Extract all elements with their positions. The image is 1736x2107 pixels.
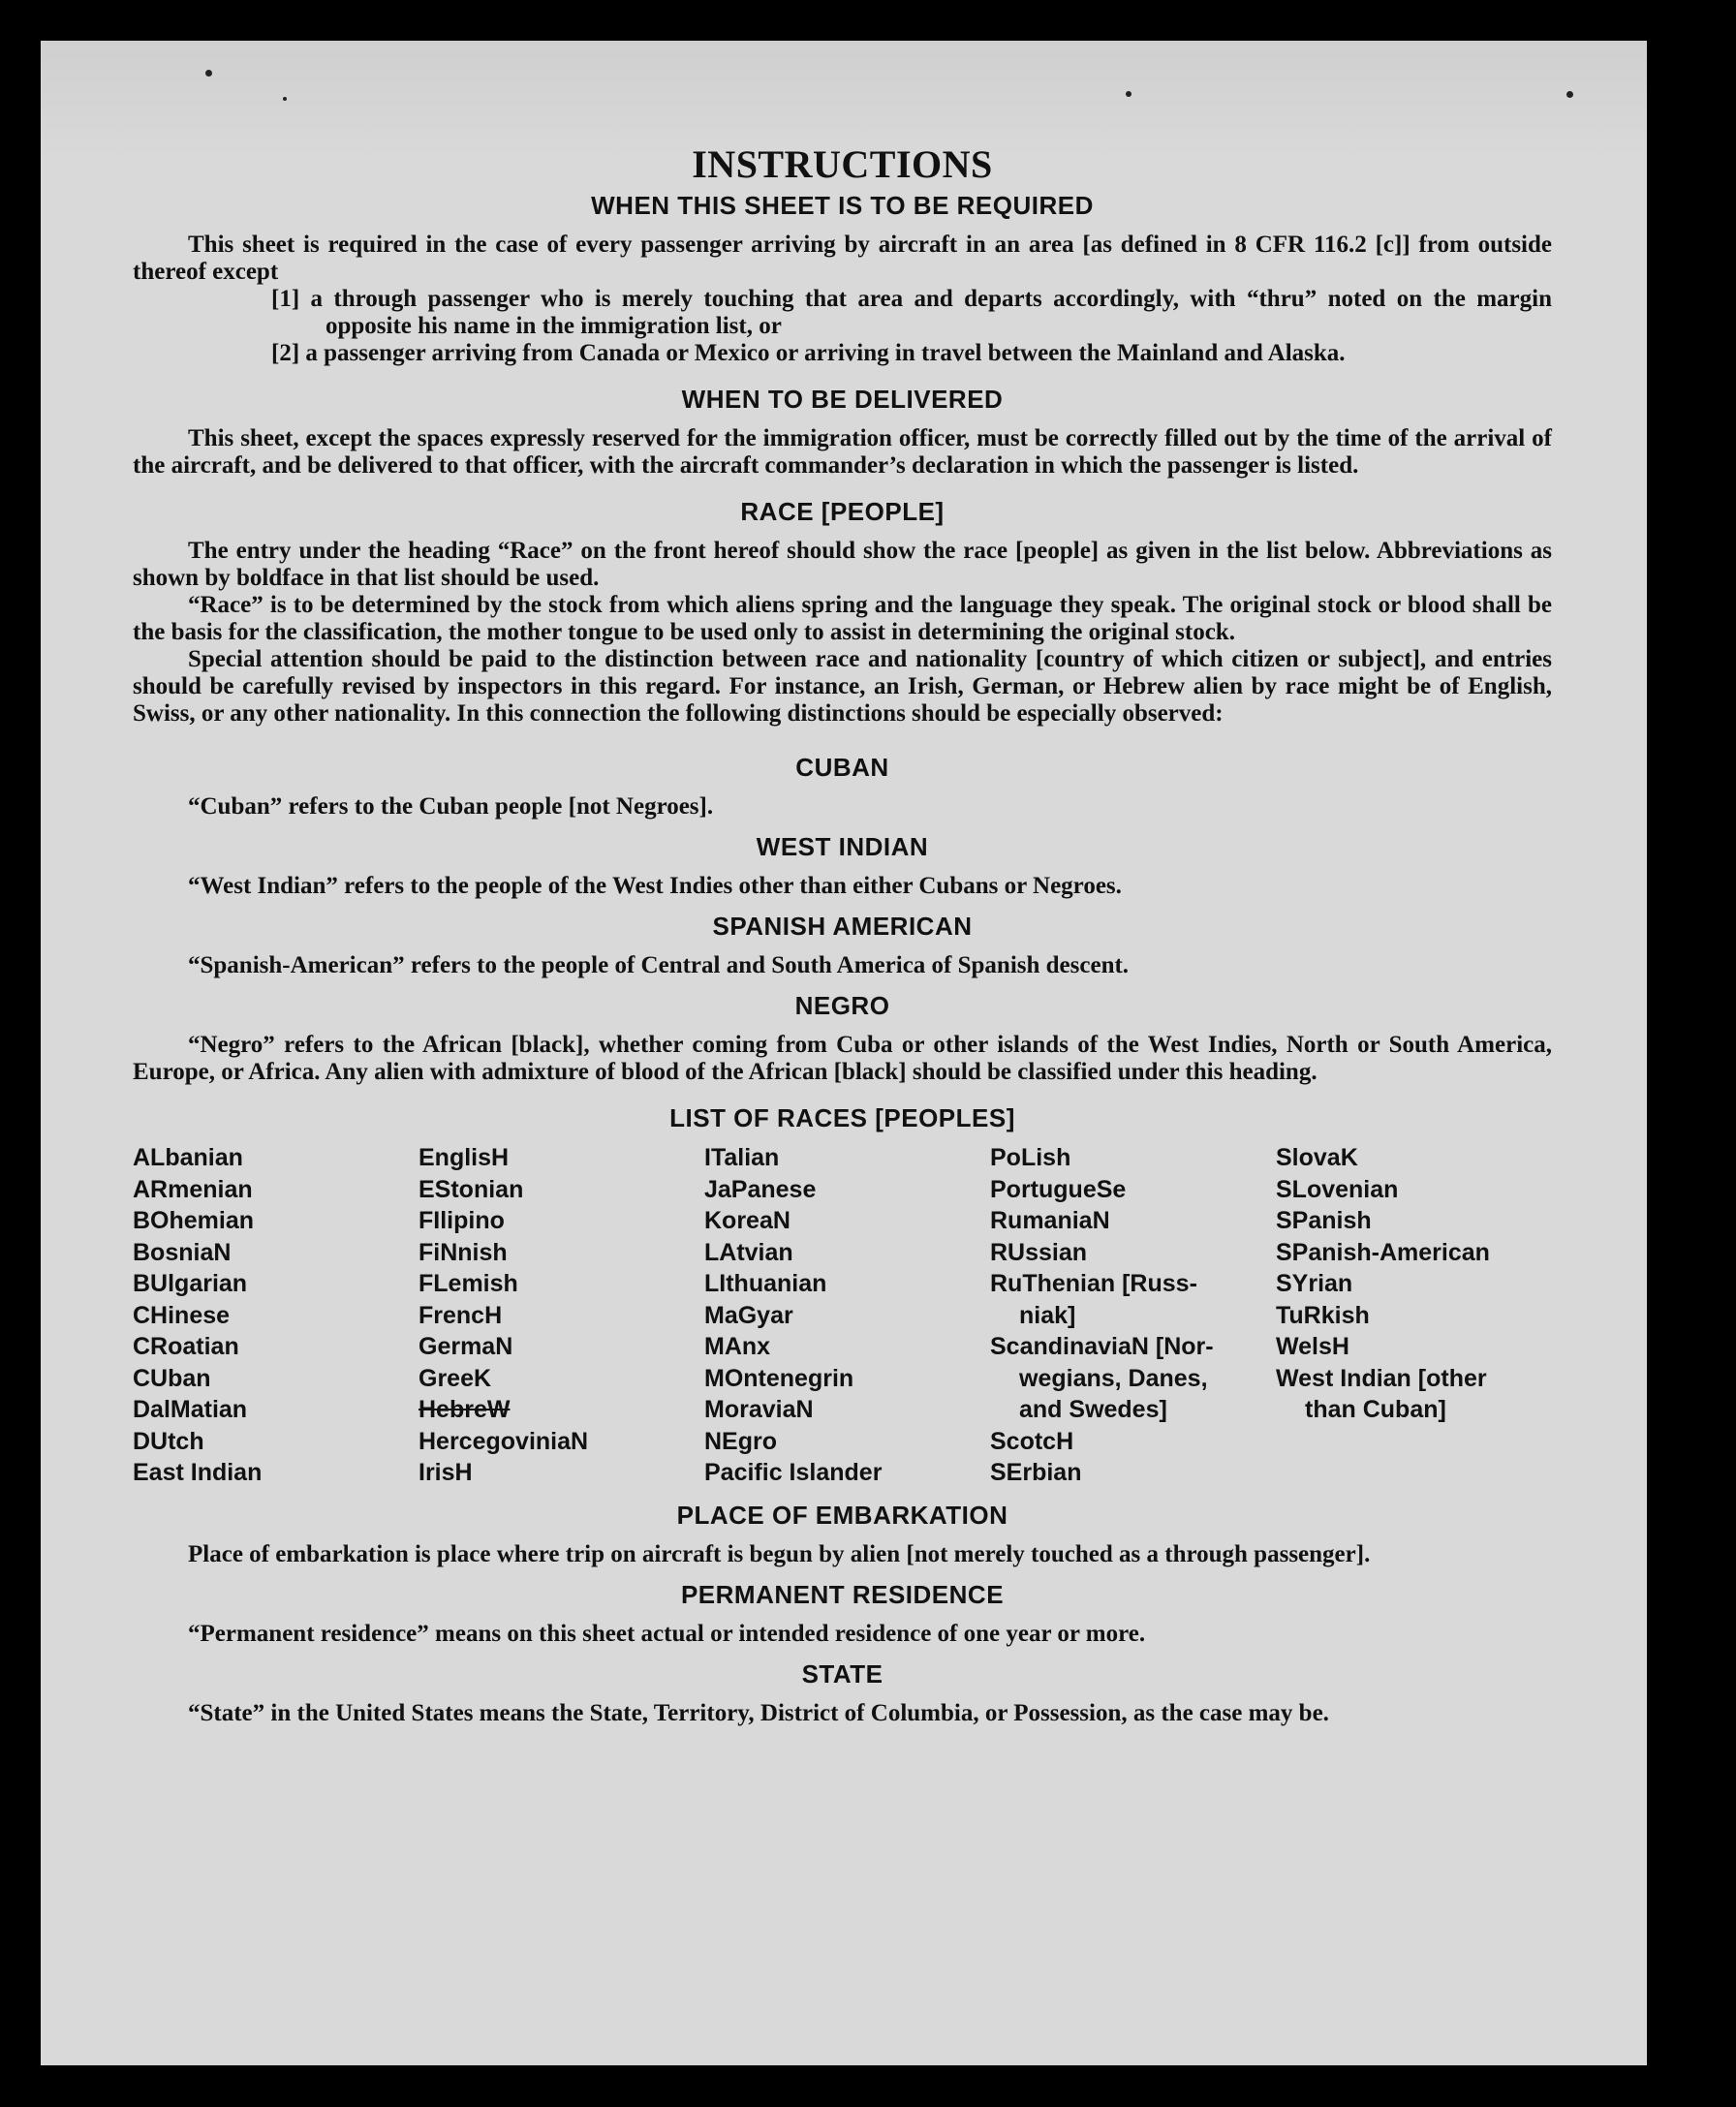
- race-item: RuThenian [Russ-: [990, 1270, 1197, 1297]
- race-item: IrisH: [418, 1459, 473, 1486]
- race-item: DUtch: [133, 1427, 204, 1455]
- ink-speck: [283, 97, 287, 101]
- race-item: SLovenian: [1276, 1175, 1399, 1203]
- race-item: LAtvian: [704, 1238, 793, 1266]
- race-item: CHinese: [133, 1301, 231, 1329]
- race-item-struck: HebreW: [418, 1396, 511, 1423]
- cuban-text: “Cuban” refers to the Cuban people [not Negroes].: [188, 793, 714, 820]
- when-required-item-1: [1] a through passenger who is merely touching that area and departs accordingly, with “thru” noted on the margin opposite his name in the immigration list, or: [271, 286, 1552, 339]
- race-item: SlovaK: [1276, 1144, 1358, 1171]
- race-item: DalMatian: [133, 1396, 248, 1423]
- race-item: BUlgarian: [133, 1270, 248, 1297]
- race-item: KoreaN: [704, 1207, 790, 1234]
- page-title: INSTRUCTIONS: [692, 142, 993, 186]
- heading-list-of-races: LIST OF RACES [PEOPLES]: [669, 1103, 1015, 1132]
- race-column: [418, 1142, 695, 1489]
- race-item: CRoatian: [133, 1333, 239, 1360]
- race-column: [1276, 1142, 1552, 1489]
- heading-negro: NEGRO: [794, 991, 890, 1020]
- race-item: HercegoviniaN: [418, 1427, 589, 1455]
- embarkation-text: Place of embarkation is place where trip on aircraft is begun by alien [not merely touched as a through passenger].: [188, 1540, 1371, 1567]
- race-item-continuation: wegians, Danes,: [1019, 1364, 1208, 1392]
- race-paragraph: “Race” is to be determined by the stock from which aliens spring and the language they speak. The original stock or blood shall be the basis for the classification, the mother tongue to be used only to assist in determining the original stock.: [133, 592, 1552, 645]
- race-item: MOntenegrin: [704, 1364, 854, 1392]
- race-item: CUban: [133, 1364, 211, 1392]
- race-item: LIthuanian: [704, 1270, 827, 1297]
- heading-when-required: WHEN THIS SHEET IS TO BE REQUIRED: [591, 191, 1094, 220]
- race-column: [704, 1142, 980, 1489]
- race-column: [133, 1142, 409, 1489]
- race-item: GermaN: [418, 1333, 513, 1360]
- race-item: FrencH: [418, 1301, 503, 1329]
- document-page: [41, 41, 1647, 2065]
- race-item: East Indian: [133, 1459, 263, 1486]
- race-item: EStonian: [418, 1175, 524, 1203]
- heading-race: RACE [PEOPLE]: [740, 497, 945, 526]
- west-indian-text: “West Indian” refers to the people of the West Indies other than either Cubans or Negroes.: [188, 873, 1122, 899]
- race-paragraph: Special attention should be paid to the distinction between race and nationality [country of which citizen or subject], and entries should be carefully revised by inspectors in this regard. For instance, an Irish, German, or Hebrew alien by race might be of English, Swiss, or any other nationality. In this connection the following distinctions should be especially observed:: [133, 646, 1552, 727]
- permanent-residence-text: “Permanent residence” means on this sheet actual or intended residence of one year or more.: [188, 1620, 1146, 1647]
- ink-speck: [1566, 91, 1573, 98]
- race-item: JaPanese: [704, 1175, 817, 1203]
- race-item: SErbian: [990, 1459, 1082, 1486]
- race-item: MoraviaN: [704, 1396, 814, 1423]
- race-item: PoLish: [990, 1144, 1071, 1171]
- heading-when-delivered: WHEN TO BE DELIVERED: [681, 385, 1004, 414]
- race-item: ScotcH: [990, 1427, 1074, 1455]
- state-text: “State” in the United States means the State, Territory, District of Columbia, or Possession, as the case may be.: [188, 1699, 1329, 1726]
- heading-permanent-residence: PERMANENT RESIDENCE: [680, 1579, 1005, 1609]
- race-item: SPanish-American: [1276, 1238, 1490, 1266]
- race-item: GreeK: [418, 1364, 492, 1392]
- heading-cuban: CUBAN: [795, 753, 889, 782]
- heading-embarkation: PLACE OF EMBARKATION: [676, 1500, 1008, 1530]
- race-item: EnglisH: [418, 1144, 510, 1171]
- when-required-item-2: [2] a passenger arriving from Canada or Mexico or arriving in travel between the Mainland and Alaska.: [271, 340, 1346, 366]
- race-list: [133, 1142, 1552, 1489]
- race-item: ARmenian: [133, 1175, 253, 1203]
- race-item: WelsH: [1276, 1333, 1349, 1360]
- race-item: RumaniaN: [990, 1207, 1110, 1234]
- negro-text: “Negro” refers to the African [black], whether coming from Cuba or other islands of the West Indies, North or South America, Europe, or Africa. Any alien with admixture of blood of the African [black] should be classified under this heading.: [133, 1032, 1552, 1085]
- race-item: SYrian: [1276, 1270, 1353, 1297]
- page-shading: [41, 41, 1647, 157]
- race-item: BosniaN: [133, 1238, 232, 1266]
- race-item: MAnx: [704, 1333, 771, 1360]
- heading-state: STATE: [801, 1658, 884, 1689]
- race-item: MaGyar: [704, 1301, 793, 1329]
- race-item: ITalian: [704, 1144, 780, 1171]
- ink-speck: [205, 70, 212, 77]
- heading-west-indian: WEST INDIAN: [756, 832, 929, 861]
- document-body: [133, 142, 1552, 1727]
- race-item: ALbanian: [133, 1144, 243, 1171]
- race-column: [990, 1142, 1266, 1489]
- race-item-continuation: and Swedes]: [1019, 1396, 1167, 1423]
- heading-spanish-american: SPANISH AMERICAN: [712, 912, 973, 941]
- race-item: RUssian: [990, 1238, 1088, 1266]
- race-item: PortugueSe: [990, 1175, 1127, 1203]
- ink-speck: [1126, 91, 1132, 97]
- race-item: FLemish: [418, 1270, 518, 1297]
- race-item: West Indian [other: [1276, 1364, 1487, 1392]
- race-item: SPanish: [1276, 1207, 1372, 1234]
- race-item: BOhemian: [133, 1207, 255, 1234]
- race-item-continuation: than Cuban]: [1305, 1396, 1446, 1423]
- race-item: FiNnish: [418, 1238, 508, 1266]
- race-item-continuation: niak]: [1019, 1301, 1076, 1329]
- race-item: NEgro: [704, 1427, 777, 1455]
- race-paragraph: The entry under the heading “Race” on the front hereof should show the race [people] as given in the list below. Abbreviations as shown by boldface in that list should be used.: [133, 538, 1552, 591]
- when-required-intro: This sheet is required in the case of every passenger arriving by aircraft in an area [as defined in 8 CFR 116.2 [c]] from outside thereof except: [133, 232, 1552, 285]
- spanish-american-text: “Spanish-American” refers to the people of Central and South America of Spanish descent.: [188, 952, 1130, 978]
- when-delivered-text: This sheet, except the spaces expressly reserved for the immigration officer, must be correctly filled out by the time of the arrival of the aircraft, and be delivered to that officer, with the aircraft commander’s declaration in which the passenger is listed.: [133, 425, 1552, 479]
- race-item: TuRkish: [1276, 1301, 1370, 1329]
- race-item: FIlipino: [418, 1207, 505, 1234]
- race-item: ScandinaviaN [Nor-: [990, 1333, 1214, 1360]
- race-item: Pacific Islander: [704, 1459, 883, 1486]
